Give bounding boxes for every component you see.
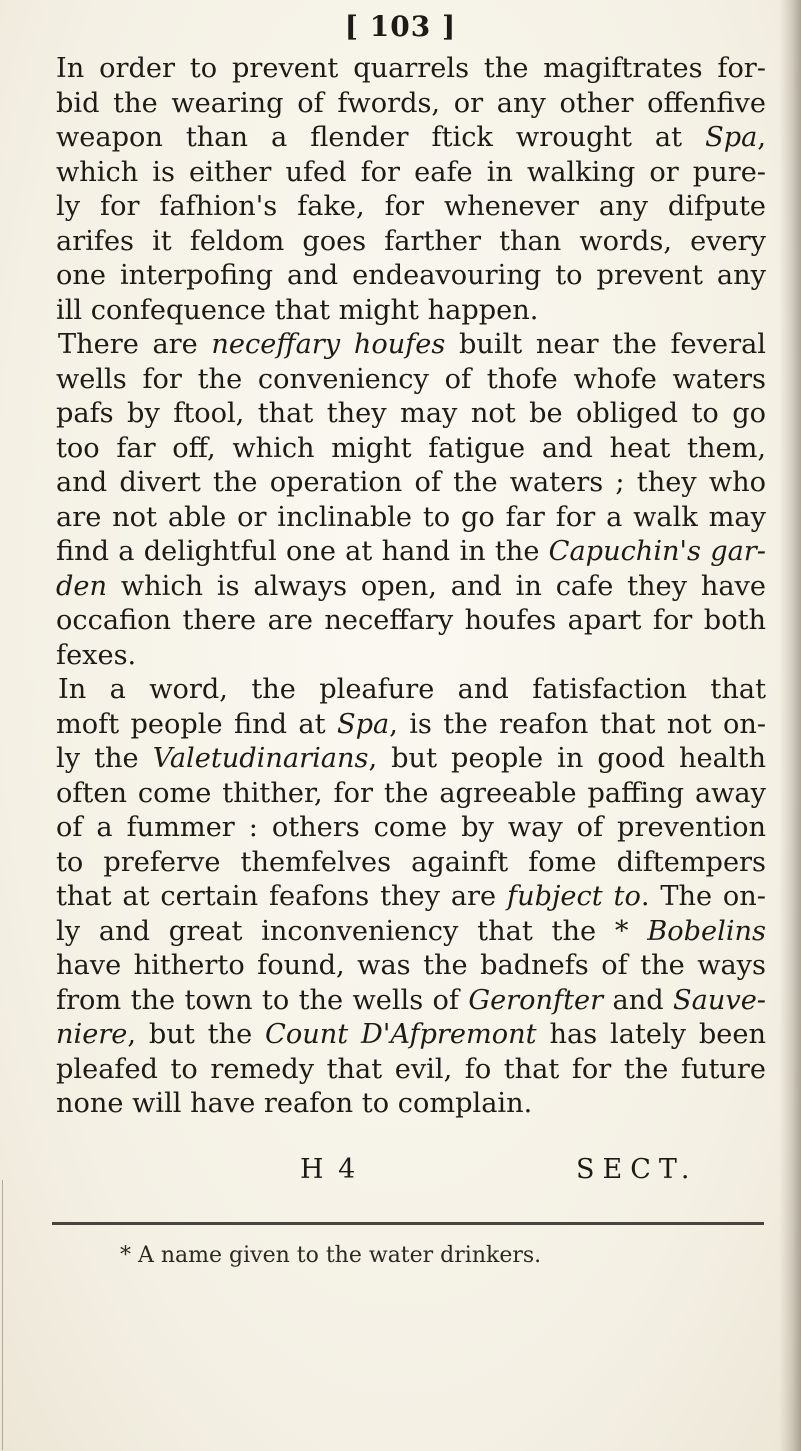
text-line: which is either ufed for eafe in walking or pure- (56, 156, 766, 188)
text-line: ill confequence that might happen. (56, 294, 539, 326)
text-line: are not able or inclinable to go far for a walk may (56, 501, 766, 533)
text-line: There are neceffary houfes built near the feveral (58, 329, 766, 360)
text-line: of a fummer : others come by way of prevention (56, 812, 766, 843)
text-line: often come thither, for the agreeable paffing away (56, 777, 766, 809)
text-line: niere, but the Count D'Afpremont has lately been (56, 1019, 766, 1050)
text-line: ly for fafhion's fake, for whenever any difpute (56, 191, 766, 222)
page-footer (56, 1154, 766, 1188)
text-line: from the town to the wells of Geronfter and Sauve- (56, 984, 766, 1016)
text-line: In a word, the pleafure and fatisfaction that (58, 674, 766, 705)
text-line: and divert the operation of the waters ; they who (56, 467, 766, 498)
text-line: find a delightful one at hand in the Capuchin's gar- (56, 536, 766, 567)
text-line: In order to prevent quarrels the magiftrates for- (56, 53, 766, 84)
text-line: none will have reafon to complain. (56, 1088, 533, 1119)
footnote-rule (52, 1222, 764, 1225)
text-line: pafs by ftool, that they may not be obliged to go (56, 398, 766, 429)
text-line: that at certain feafons they are fubject to. The on- (56, 881, 766, 912)
signature-mark: H 4 (300, 1154, 359, 1185)
text-line: arifes it feldom goes farther than words, every (56, 225, 766, 257)
page-gutter-shadow (779, 0, 801, 1451)
text-line: ly and great inconveniency that the * Bobelins (56, 915, 766, 947)
text-line: occafion there are neceffary houfes apart for both (56, 605, 766, 636)
page-number: [ 103 ] (344, 10, 457, 43)
text-line: one interpofing and endeavouring to prevent any (56, 260, 766, 291)
text-line: moft people find at Spa, is the reafon that not on- (56, 708, 767, 740)
text-line: fexes. (56, 639, 137, 671)
text-line: wells for the conveniency of thofe whofe waters (56, 363, 766, 395)
text-line: to preferve themfelves againft fome diftempers (56, 846, 766, 878)
footnote: * A name given to the water drinkers. (120, 1243, 542, 1268)
text-line: bid the wearing of fwords, or any other offenfive (56, 87, 766, 119)
body-text (56, 52, 766, 1122)
text-line: weapon than a flender ftick wrought at Spa, (56, 122, 766, 153)
text-line: too far off, which might fatigue and heat them, (56, 432, 766, 464)
margin-line (2, 1180, 3, 1450)
text-line: pleafed to remedy that evil, fo that for the future (56, 1053, 766, 1085)
text-line: ly the Valetudinarians, but people in good health (56, 743, 766, 774)
catchword: SECT. (576, 1154, 698, 1185)
text-line: den which is always open, and in cafe they have (56, 570, 766, 602)
text-line: have hitherto found, was the badnefs of the ways (56, 950, 766, 981)
